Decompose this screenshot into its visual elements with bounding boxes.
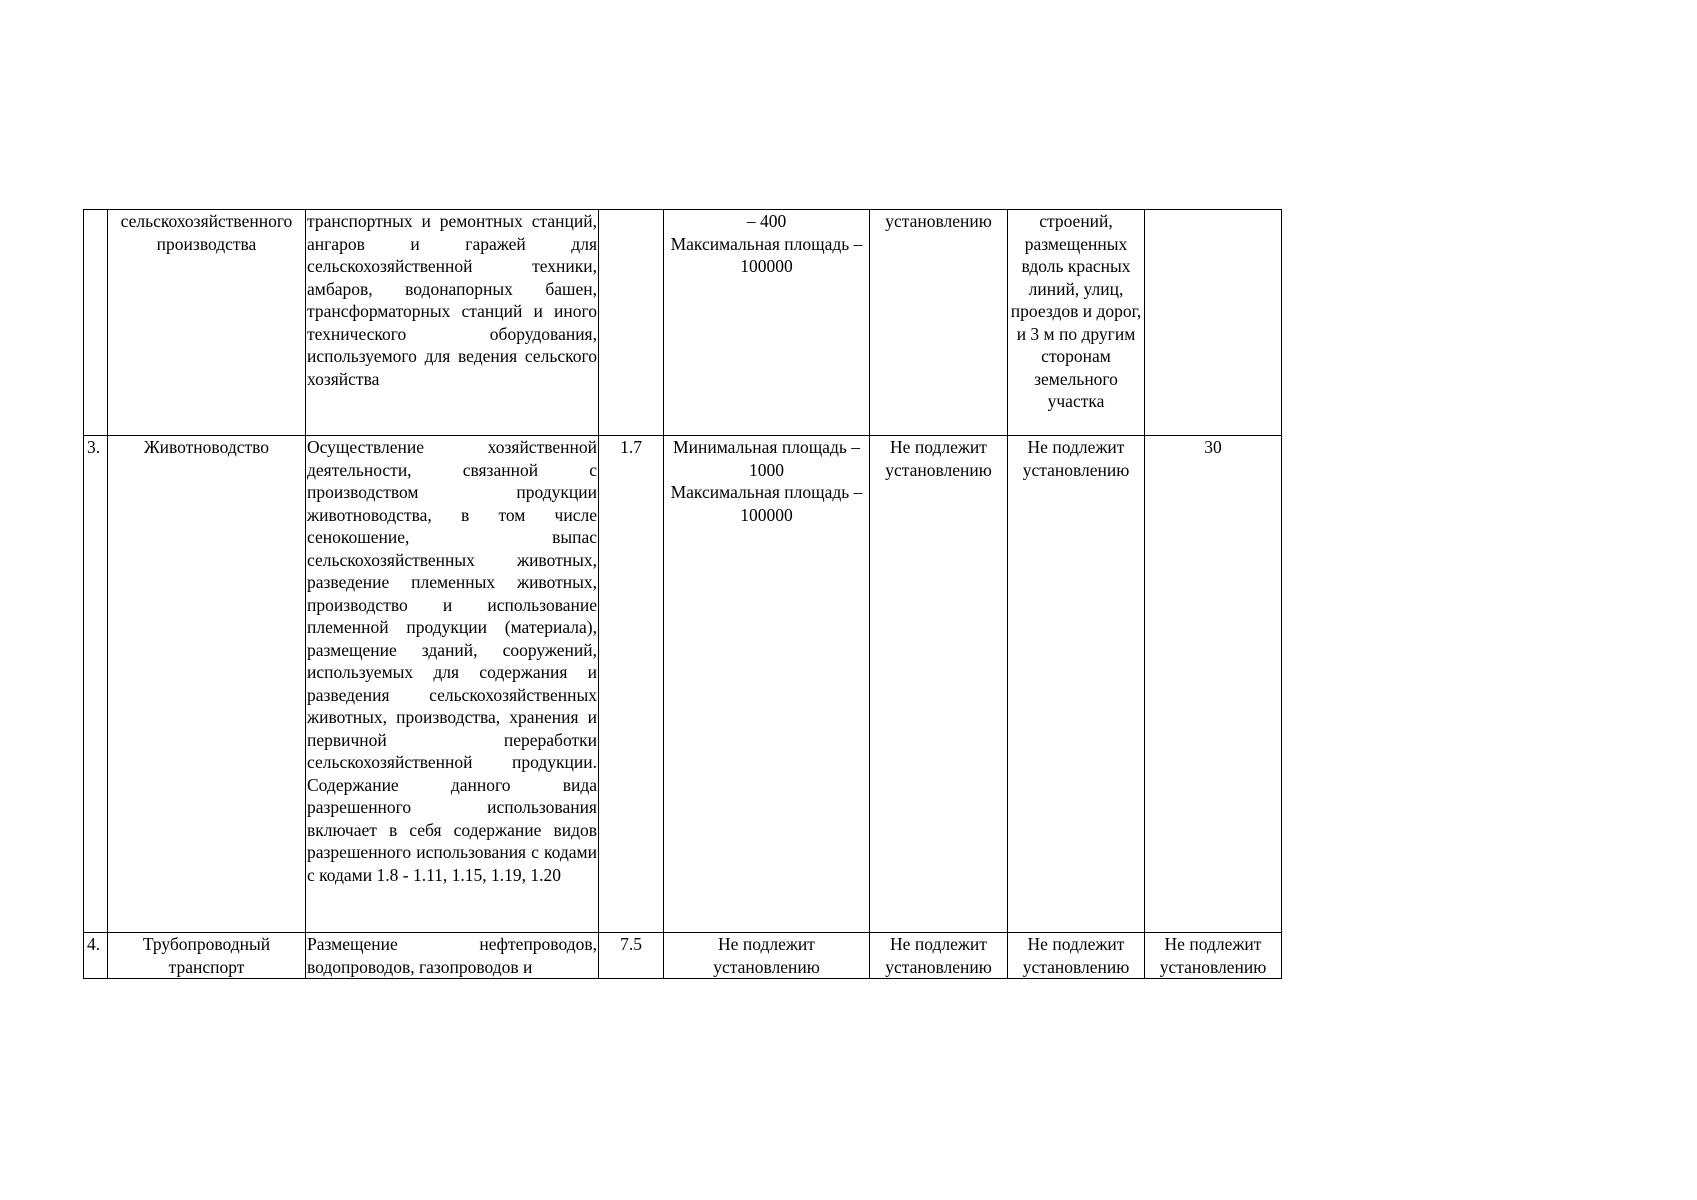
cell-setback: Не подлежит установлению [1008,933,1145,979]
table-row [84,933,1282,979]
cell-number: 3. [84,436,108,933]
cell-setback: Не подлежит установлению [1008,436,1145,933]
cell-use-name: сельскохозяйственного производства [108,210,306,436]
area-line: – 400 [746,211,787,231]
cell-description: Осуществление хозяйственной деятельности, связанной с производством продукции животноводства, в том числе сенокошение, выпас сельскохозяйственных животных, разведение племенных животных, производство и использование племенной продукции (материала), размещение зданий, сооружений, используемых для содержания и разведения сельскохозяйственных животных, производства, хранения и первичной переработки сельскохозяйственной продукции. Содержание данного вида разрешенного использования включает в себя содержание видов разрешенного использования с кодами с кодами 1.8 - 1.11, 1.15, 1.19, 1.20 [306,436,599,933]
table-row [84,436,1282,933]
cell-setback: строений, размещенных вдоль красных линий, улиц, проездов и дорог, и 3 м по другим сторонам земельного участка [1008,210,1145,436]
cell-plot-area: Не подлежит установлению [664,933,870,979]
area-line: Максимальная площадь – 100000 [670,233,863,276]
cell-plot-area [664,436,870,933]
cell-description: Размещение нефтепроводов, водопроводов, газопроводов и [307,934,597,977]
table-row [84,210,1282,436]
area-line: Максимальная площадь – 100000 [670,482,863,525]
cell-code [599,210,664,436]
area-line: Минимальная площадь – 1000 [673,437,860,480]
cell-floors: Не подлежит установлению [870,933,1008,979]
cell-use-name: Трубопроводный транспорт [108,933,306,979]
cell-plot-area [664,210,870,436]
cell-floors: Не подлежит установлению [870,436,1008,933]
cell-use-name: Животноводство [108,436,306,933]
document-page [83,209,1282,979]
cell-number: 4. [84,933,108,979]
cell-code: 7.5 [599,933,664,979]
cell-coverage [1145,210,1282,436]
cell-coverage: Не подлежит установлению [1145,933,1282,979]
land-use-table [83,209,1282,979]
cell-description: транспортных и ремонтных станций, ангаров и гаражей для сельскохозяйственной техники, амбаров, водонапорных башен, трансформаторных станций и иного технического оборудования, используемого для ведения сельского хозяйства [306,210,599,436]
cell-code: 1.7 [599,436,664,933]
cell-coverage: 30 [1145,436,1282,933]
cell-floors: установлению [870,210,1008,436]
area-text [665,210,868,278]
area-text [665,436,868,526]
cell-number [84,210,108,436]
